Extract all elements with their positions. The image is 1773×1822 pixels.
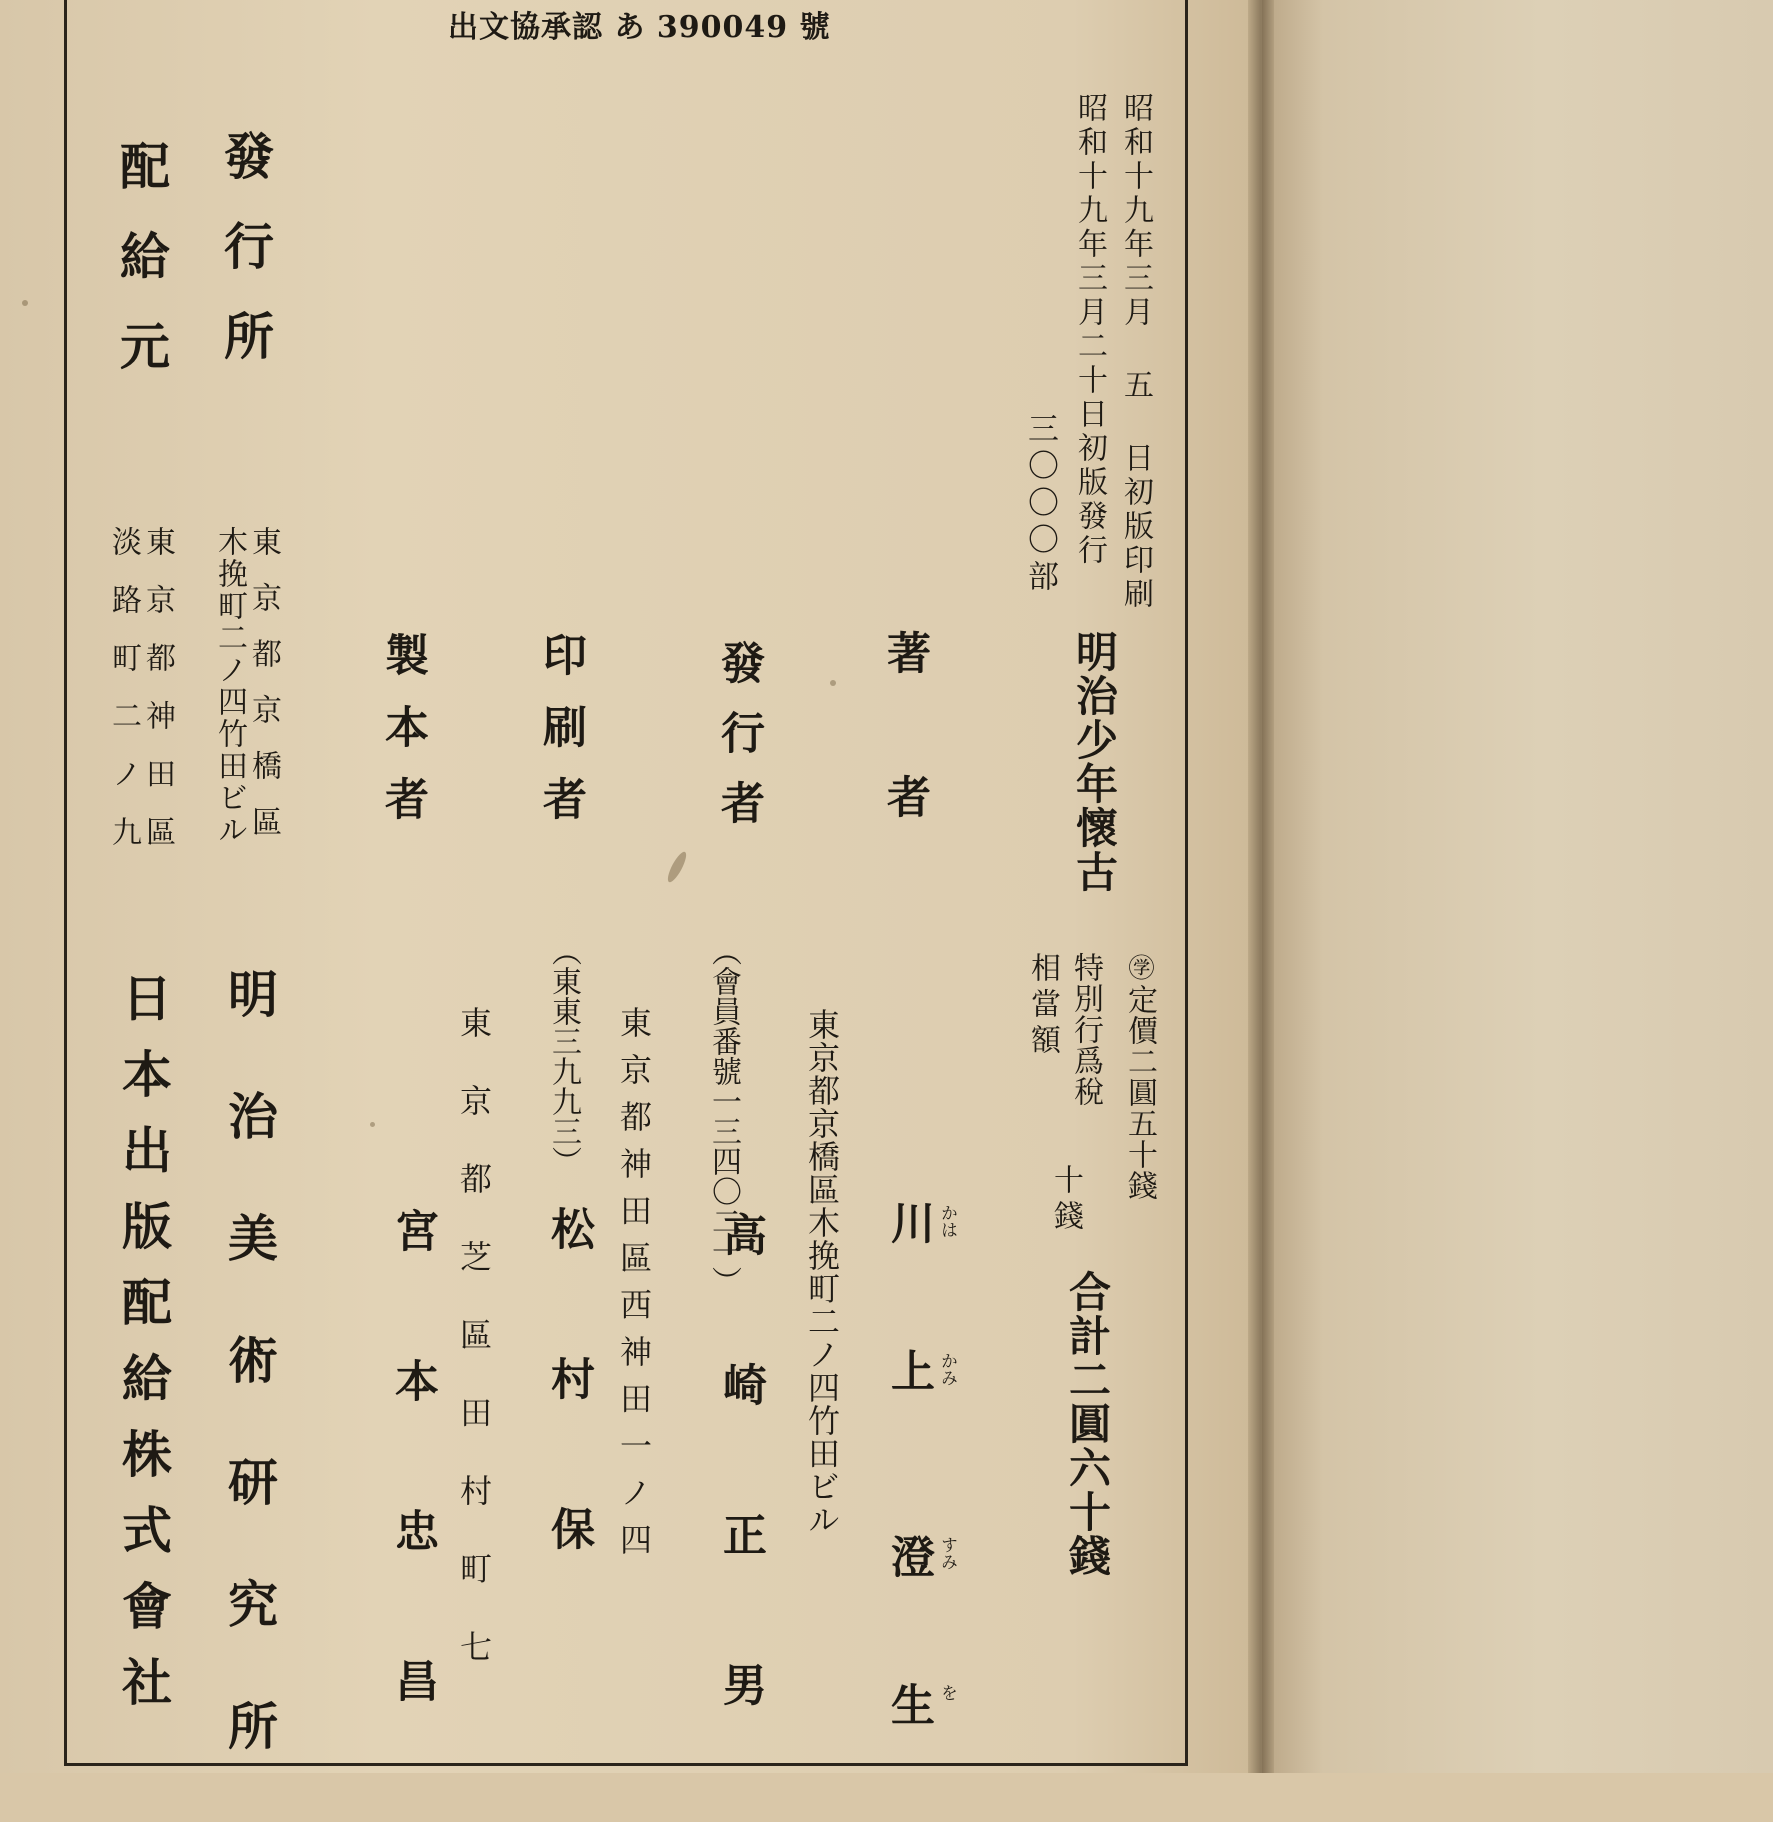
binder-name: 宮本忠昌 — [387, 1208, 438, 1808]
price-mark: ㊫ — [1124, 954, 1154, 980]
printer-address: 東京都神田區西神田一ノ四 — [615, 1006, 653, 1570]
author-ruby-1: かは — [937, 1204, 957, 1238]
special-tax: 特別行爲稅 — [1068, 952, 1103, 1107]
distributor-address-1: 東京都神田區 — [140, 526, 175, 874]
paper-spot — [22, 300, 28, 306]
total-price: 合計二圓六十錢 — [1063, 1270, 1112, 1578]
distributor-label: 配給元 — [112, 140, 171, 410]
paper-spot — [830, 680, 836, 686]
permit-number: 出文協承認 あ 390049 號 — [448, 10, 831, 45]
distributor-name: 日本出版配給株式會社 — [114, 972, 173, 1732]
right-page — [1262, 0, 1773, 1773]
publishing-house-address-1: 東京都京橋區 — [246, 526, 281, 862]
printing-date: 昭和十九年三月 五 日初版印刷 — [1118, 92, 1153, 612]
publishing-house-label: 發行所 — [216, 130, 275, 400]
publisher-address: 東京都京橋區木挽町二ノ四竹田ビル — [803, 1008, 841, 1536]
author-name-4: 生 — [883, 1682, 934, 1726]
paper-spot — [370, 1122, 375, 1127]
equivalent-amount: 十錢 — [1048, 1164, 1083, 1236]
publisher-name: 高崎正男 — [715, 1212, 766, 1812]
binder-address: 東京都芝區田村町七 — [455, 1006, 493, 1708]
printer-label: 印刷者 — [535, 632, 586, 848]
author-label: 著者 — [879, 630, 930, 918]
author-ruby-2: かみ — [937, 1352, 957, 1386]
author-name-3: 澄 — [883, 1534, 934, 1578]
fixed-price: 定價二圓五十錢 — [1122, 984, 1157, 1201]
book-title: 明治少年懷古 — [1070, 630, 1119, 894]
printer-code: （東東三九九三） — [546, 936, 581, 1176]
printer-name: 松村保 — [543, 1206, 594, 1656]
author-ruby-3: すみ — [937, 1536, 957, 1570]
distributor-address-2: 淡路町二ノ九 — [106, 526, 141, 874]
equivalent-label: 相當額 — [1025, 952, 1060, 1060]
print-run: 三〇〇〇部 — [1022, 412, 1058, 597]
author-name-1: 川 — [883, 1200, 934, 1244]
publisher-member-number: （會員番號一三四〇二一） — [706, 936, 741, 1296]
publishing-house-name: 明治美術研究所 — [220, 968, 279, 1822]
publishing-date: 昭和十九年三月二十日初版發行 — [1072, 92, 1107, 568]
author-ruby-4: を — [937, 1684, 957, 1701]
book-gutter — [1248, 0, 1274, 1773]
publishing-house-address-2: 木挽町二ノ四竹田ビル — [212, 526, 247, 846]
binder-label: 製本者 — [377, 632, 428, 848]
author-name-2: 上 — [883, 1348, 934, 1392]
publisher-label: 發行者 — [713, 640, 764, 850]
